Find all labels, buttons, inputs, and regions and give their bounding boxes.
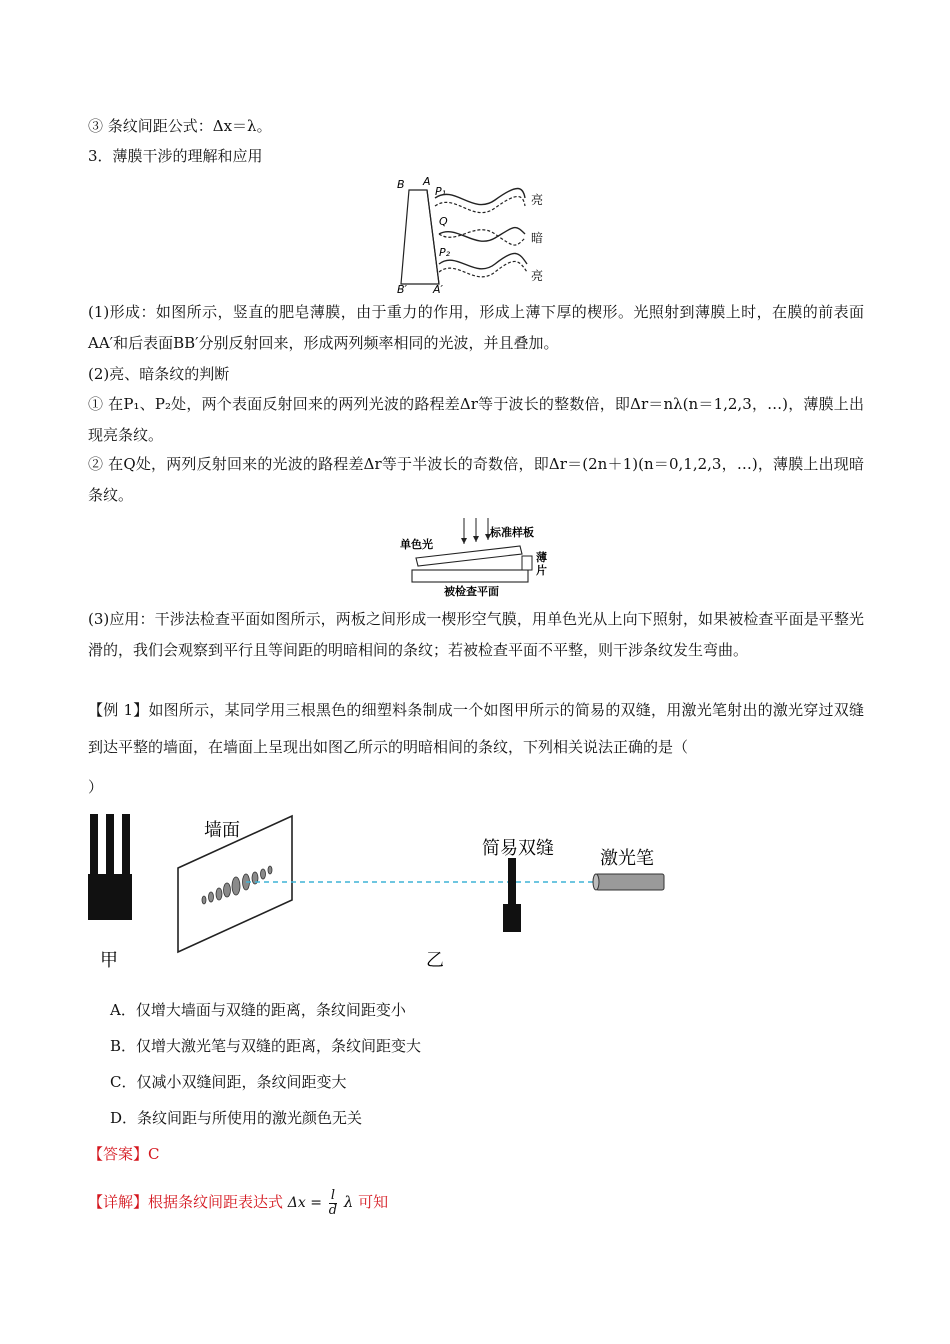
- label-yi: 乙: [426, 950, 444, 971]
- simple-double-slit-jia: [88, 814, 132, 920]
- option-d: D．条纹间距与所使用的激光颜色无关: [110, 1109, 363, 1127]
- detail-prefix: 【详解】根据条纹间距表达式: [88, 1193, 284, 1211]
- detail-line: [88, 1184, 388, 1221]
- paragraph-application: (3)应用：干涉法检查平面如图所示，两板之间形成一楔形空气膜，用单色光从上向下照射，如果被检查平面是平整光滑的，我们会观察到平行且等间距的明暗相间的条纹；若被检查平面不平整，则干涉条纹发生弯曲。: [88, 610, 864, 659]
- label-A: A: [423, 176, 431, 188]
- label-A-prime: A′: [433, 283, 444, 294]
- label-simple-double-slit: 简易双缝: [482, 838, 554, 859]
- formula-fraction: [329, 1189, 337, 1218]
- soap-film-figure: [395, 176, 560, 294]
- label-bright-1: 亮: [531, 193, 544, 207]
- formula-denominator: d: [328, 1202, 338, 1218]
- paragraph-bright: ① 在P₁、P₂处，两个表面反射回来的两列光波的路程差Δr等于波长的整数倍，即Δr＝nλ(n＝1,2,3，…)，薄膜上出现亮条纹。: [88, 395, 864, 444]
- paragraph-formation: (1)形成：如图所示，竖直的肥皂薄膜，由于重力的作用，形成上薄下厚的楔形。光照射到薄膜上时，在膜的前表面AA′和后表面BB′分别反射回来，形成两列频率相同的光波，并且叠加。: [88, 303, 864, 352]
- label-Q: Q: [439, 215, 448, 228]
- answer-line: 【答案】C: [88, 1145, 160, 1163]
- label-B: B: [397, 178, 405, 191]
- double-slit-figure: [80, 808, 680, 978]
- label-P1: P₁: [435, 185, 447, 198]
- flatness-test-figure: [398, 514, 554, 600]
- label-thin-1: 薄: [536, 551, 547, 564]
- detail-suffix: 可知: [358, 1193, 389, 1211]
- label-mono-light: 单色光: [400, 538, 433, 551]
- label-thin-2: 片: [536, 564, 547, 577]
- formula-line: ③ 条纹间距公式：Δx＝λ。: [88, 117, 272, 135]
- label-standard-plate: 标准样板: [490, 526, 534, 539]
- formula-numerator: l: [329, 1189, 337, 1204]
- formula-lambda: λ: [343, 1193, 354, 1211]
- paragraph-dark: ② 在Q处，两列反射回来的光波的路程差Δr等于半波长的奇数倍，即Δr＝(2n＋1)(n＝0,1,2,3，…)，薄膜上出现暗条纹。: [88, 455, 864, 504]
- label-bright-2: 亮: [531, 269, 544, 283]
- label-jia: 甲: [100, 950, 118, 971]
- label-laser-pen: 激光笔: [600, 848, 654, 869]
- section-heading: 3．薄膜干涉的理解和应用: [88, 147, 263, 165]
- example-bracket-end: ）: [88, 778, 104, 796]
- option-c: C．仅减小双缝间距，条纹间距变大: [110, 1073, 347, 1091]
- example-question: 【例 1】如图所示，某同学用三根黑色的细塑料条制成一个如图甲所示的简易的双缝，用激光笔射出的激光穿过双缝到达平整的墙面，在墙面上呈现出如图乙所示的明暗相间的条纹，下列相关说法正确的是（: [88, 701, 864, 756]
- label-dark: 暗: [531, 231, 544, 245]
- formula-lhs: Δx =: [287, 1195, 322, 1211]
- paragraph-judge-title: (2)亮、暗条纹的判断: [88, 365, 230, 383]
- label-B-prime: B′: [397, 283, 408, 294]
- option-b: B．仅增大激光笔与双缝的距离，条纹间距变大: [110, 1037, 422, 1055]
- option-a: A．仅增大墙面与双缝的距离，条纹间距变小: [110, 1001, 406, 1019]
- label-P2: P₂: [439, 246, 451, 259]
- label-wall: 墙面: [204, 820, 240, 841]
- label-tested-plane: 被检查平面: [444, 585, 499, 598]
